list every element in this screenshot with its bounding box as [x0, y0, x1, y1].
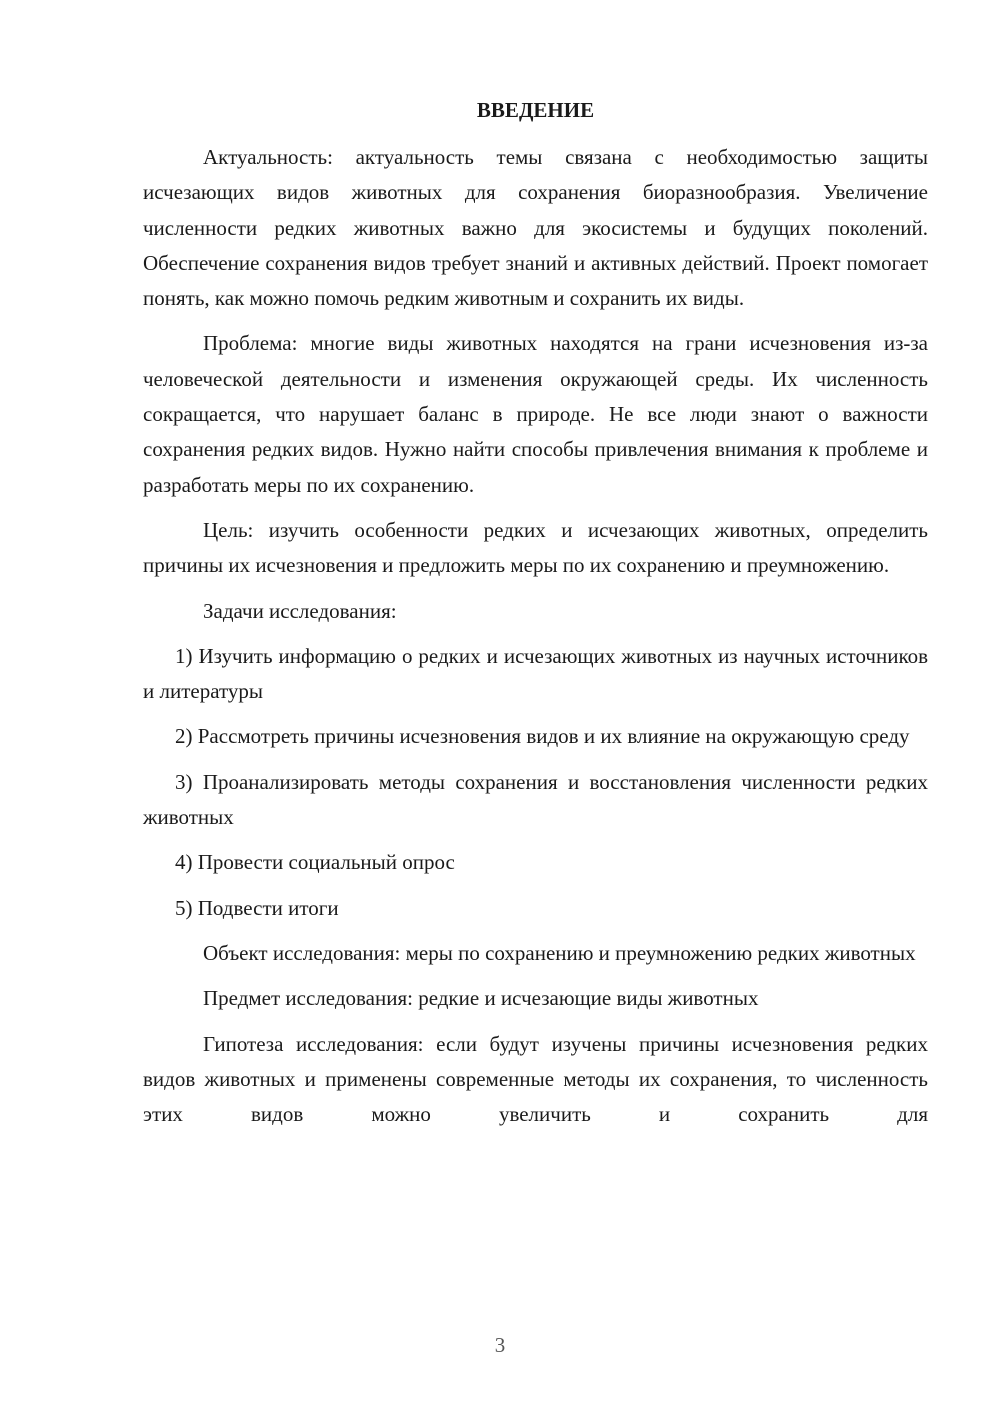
page-title: ВВЕДЕНИЕ: [476, 98, 595, 122]
task-item-2: 2) Рассмотреть причины исчезновения видов и их влияние на окружающую среду: [175, 724, 910, 749]
object-paragraph: Объект исследования: меры по сохранению и преумножению редких животных: [203, 940, 916, 965]
task-item-3: 3) Проанализировать методы сохранения и восстановления численности редких животных: [143, 769, 928, 830]
goal-paragraph: Цель: изучить особенности редких и исчезающих животных, определить причины их исчезновения и предложить меры по их сохранению и преумножению.: [143, 517, 928, 578]
task-item-5: 5) Подвести итоги: [175, 895, 339, 920]
tasks-heading: Задачи исследования:: [203, 598, 397, 623]
task-item-1: 1) Изучить информацию о редких и исчезающих животных из научных источников и литературы: [143, 643, 928, 704]
page-number: 3: [494, 1333, 506, 1357]
relevance-paragraph: Актуальность: актуальность темы связана с необходимостью защиты исчезающих видов животных для сохранения биоразнообразия. Увеличение численности редких животных важно для экосистемы и будущих поколений. Обеспечение сохранения видов требует знаний и активных действий. Проект помогает понять, как можно помочь редким животным и сохранить их виды.: [143, 145, 928, 311]
task-item-4: 4) Провести социальный опрос: [175, 850, 455, 875]
problem-paragraph: Проблема: многие виды животных находятся на грани исчезновения из-за человеческой деятельности и изменения окружающей среды. Их численность сокращается, что нарушает баланс в природе. Не все люди знают о важности сохранения редких видов. Нужно найти способы привлечения внимания к проблеме и разработать меры по их сохранению.: [143, 331, 928, 497]
hypothesis-paragraph: Гипотеза исследования: если будут изучены причины исчезновения редких видов животных и применены современные методы их сохранения, то численность этих видов можно увеличить и сохранить для: [143, 1031, 928, 1127]
subject-paragraph: Предмет исследования: редкие и исчезающие виды животных: [203, 986, 759, 1011]
document-page: [143, 93, 928, 1142]
